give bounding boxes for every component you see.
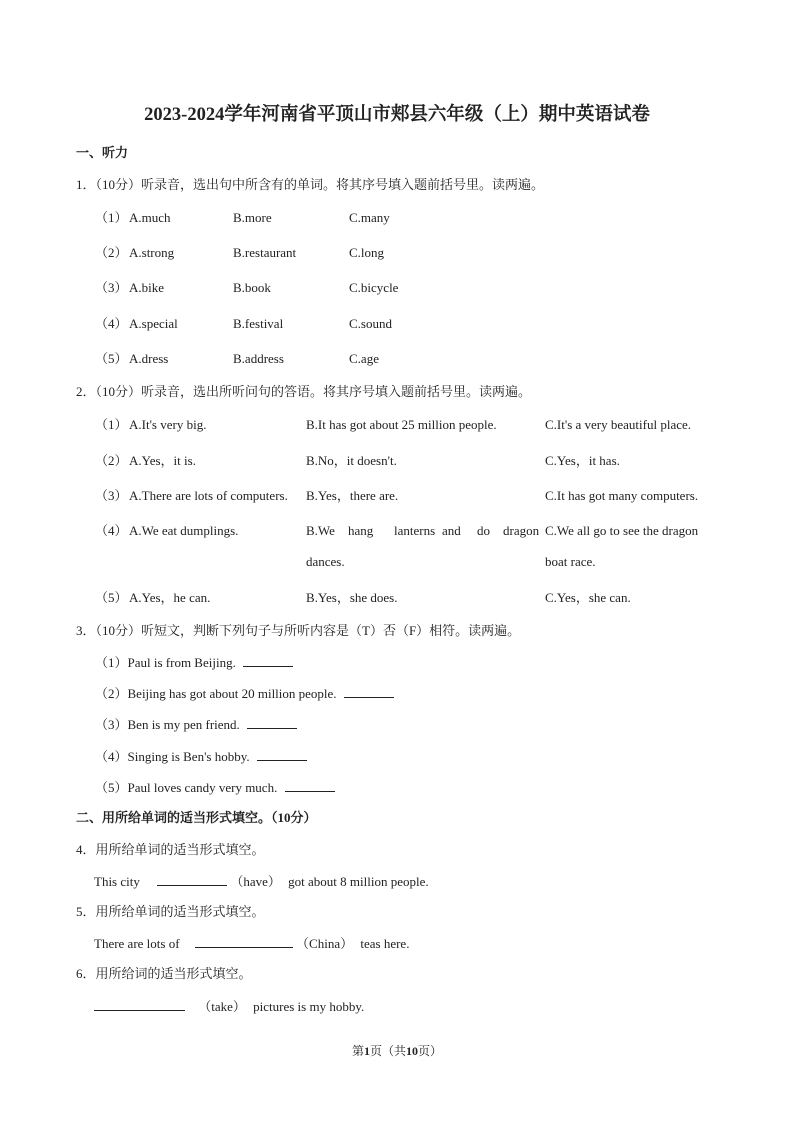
q2-row-4-option-a: A.We eat dumplings. [129, 523, 239, 538]
q2-row-1-option-c: C.It's a very beautiful place. [545, 417, 692, 432]
sentence-text: got about 8 million people. [288, 874, 429, 889]
q2-row-4-option-b-word: lanterns [394, 523, 436, 538]
footer-text: 第 [351, 1044, 364, 1058]
q1-row-3-number: （3） [95, 280, 128, 295]
answer-blank[interactable] [257, 749, 307, 761]
q2-row-3-option-a: A.There are lots of computers. [129, 488, 288, 503]
sentence-text: teas here. [360, 936, 410, 951]
sentence-text: This city [94, 874, 140, 889]
footer-text: 页（共 [369, 1044, 406, 1058]
q2-row-5-number: （5） [95, 590, 128, 605]
q3-statement-5 [95, 780, 335, 794]
question-5-stem: 5．用所给单词的适当形式填空。 [76, 904, 265, 919]
q1-row-2-option-a: A.strong [129, 245, 175, 260]
answer-blank[interactable] [247, 717, 297, 729]
page-number: 1 [363, 1044, 370, 1058]
q1-row-2-option-b: B.restaurant [233, 245, 297, 260]
q1-row-5-option-b: B.address [233, 351, 284, 366]
q1-row-4-option-b: B.festival [233, 316, 284, 331]
q2-row-3-option-c: C.It has got many computers. [545, 488, 699, 503]
answer-blank[interactable] [243, 655, 293, 667]
q1-row-3-option-c: C.bicycle [349, 280, 399, 295]
q2-row-5-option-b: B.Yes，she does. [306, 590, 398, 605]
q3-statement-3 [95, 717, 297, 731]
q2-row-5-option-a: A.Yes，he can. [129, 590, 211, 605]
answer-blank[interactable] [285, 780, 335, 792]
q3-statement-2 [95, 686, 394, 700]
question-1-stem: 1．（10分）听录音，选出句中所含有的单词。将其序号填入题前括号里。读两遍。 [76, 177, 545, 192]
statement-text: （2）Beijing has got about 20 million people. [95, 686, 337, 701]
answer-blank[interactable] [157, 874, 227, 886]
question-6-stem: 6．用所给词的适当形式填空。 [76, 966, 252, 981]
q2-row-4-option-b-word: do [477, 523, 490, 538]
q2-row-2-option-c: C.Yes，it has. [545, 453, 620, 468]
document-title: 2023-2024学年河南省平顶山市郏县六年级（上）期中英语试卷 [144, 105, 650, 125]
q2-row-2-number: （2） [95, 453, 128, 468]
q2-row-4-option-b-word: and [442, 523, 461, 538]
statement-text: （4）Singing is Ben's hobby. [95, 749, 250, 764]
sentence-text: pictures is my hobby. [253, 999, 365, 1014]
q1-row-5-option-c: C.age [349, 351, 379, 366]
statement-text: （3）Ben is my pen friend. [95, 717, 240, 732]
word-hint: （China） [296, 936, 354, 951]
total-pages: 10 [406, 1044, 418, 1058]
q2-row-2-option-b: B.No，it doesn't. [306, 453, 397, 468]
q2-row-1-option-b: B.It has got about 25 million people. [306, 417, 497, 432]
q1-row-5-number: （5） [95, 351, 128, 366]
q1-row-2-number: （2） [95, 245, 128, 260]
q1-row-1-option-a: A.much [129, 210, 171, 225]
q1-row-4-option-a: A.special [129, 316, 178, 331]
q2-row-1-number: （1） [95, 417, 128, 432]
answer-blank[interactable] [94, 999, 185, 1011]
word-hint: （take） [198, 999, 246, 1014]
question-2-stem: 2．（10分）听录音，选出所听问句的答语。将其序号填入题前括号里。读两遍。 [76, 384, 532, 399]
sentence-text: There are lots of [94, 936, 180, 951]
q1-row-1-number: （1） [95, 210, 128, 225]
q2-row-3-option-b: B.Yes，there are. [306, 488, 399, 503]
q2-row-5-option-c: C.Yes，she can. [545, 590, 631, 605]
q2-row-4-option-b-word: dragon [503, 523, 540, 538]
q1-row-5-option-a: A.dress [129, 351, 169, 366]
q2-row-4-option-b-word: B.We [306, 523, 335, 538]
q2-row-4-option-c-continued: boat race. [545, 554, 596, 569]
question-3-stem: 3．（10分）听短文，判断下列句子与所听内容是（T）否（F）相符。读两遍。 [76, 623, 521, 638]
q2-row-3-number: （3） [95, 488, 128, 503]
statement-text: （1）Paul is from Beijing. [95, 655, 236, 670]
footer-text: 页） [418, 1044, 443, 1058]
q1-row-1-option-c: C.many [349, 210, 390, 225]
q2-row-4-option-b-word: hang [348, 523, 374, 538]
q3-statement-4 [95, 749, 307, 763]
q1-row-4-number: （4） [95, 316, 128, 331]
word-hint: （have） [230, 874, 281, 889]
q3-statement-1 [95, 655, 293, 669]
section-heading-fill-in: 二、用所给单词的适当形式填空。（10分） [76, 810, 317, 825]
answer-blank[interactable] [195, 936, 293, 948]
page-footer [0, 1045, 794, 1057]
q1-row-3-option-b: B.book [233, 280, 271, 295]
question-4-sentence [94, 874, 429, 888]
q2-row-4-option-c: C.We all go to see the dragon [545, 523, 699, 538]
question-4-stem: 4．用所给单词的适当形式填空。 [76, 842, 265, 857]
statement-text: （5）Paul loves candy very much. [95, 780, 278, 795]
question-6-sentence [94, 999, 364, 1013]
q2-row-4-option-b-continued: dances. [306, 554, 345, 569]
q1-row-3-option-a: A.bike [129, 280, 165, 295]
q2-row-2-option-a: A.Yes，it is. [129, 453, 196, 468]
q1-row-2-option-c: C.long [349, 245, 385, 260]
q2-row-1-option-a: A.It's very big. [129, 417, 207, 432]
q2-row-4-number: （4） [95, 523, 128, 538]
section-heading-listening: 一、听力 [76, 145, 129, 160]
q1-row-1-option-b: B.more [233, 210, 272, 225]
question-5-sentence [94, 936, 409, 950]
answer-blank[interactable] [344, 686, 394, 698]
q1-row-4-option-c: C.sound [349, 316, 392, 331]
